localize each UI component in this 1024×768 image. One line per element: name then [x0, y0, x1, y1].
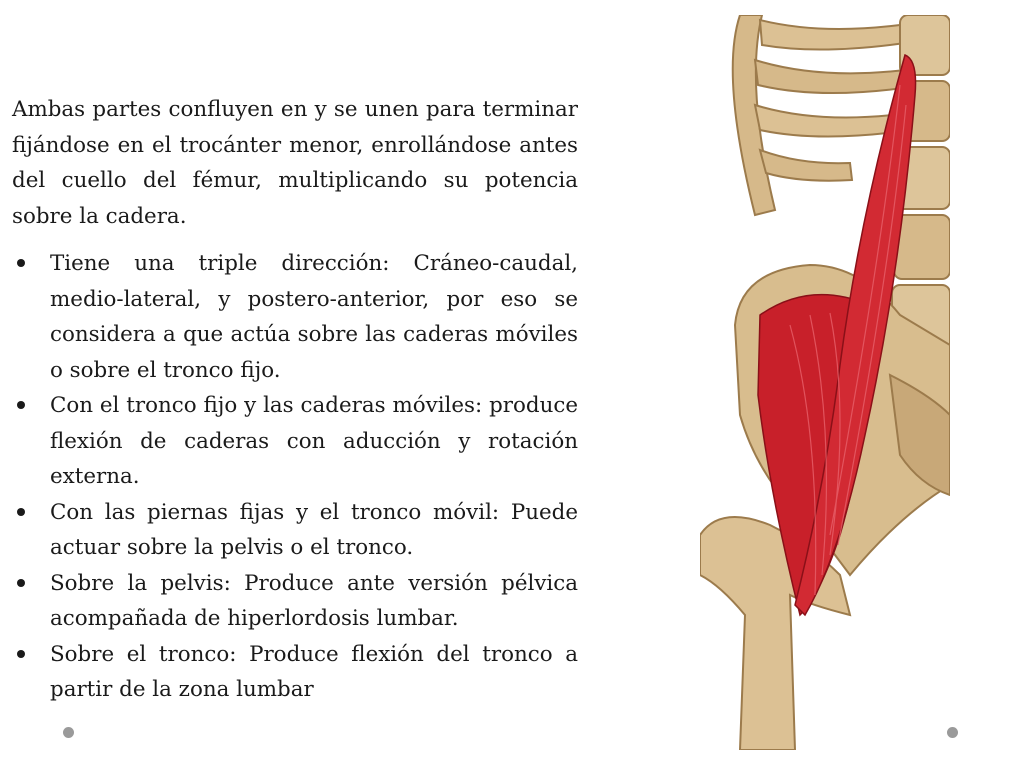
bullet-icon [17, 508, 25, 516]
nav-dot-right[interactable] [947, 727, 958, 738]
list-item [12, 566, 578, 637]
iliopsoas-anatomy-illustration [700, 15, 950, 750]
bullet-list [12, 246, 578, 708]
bullet-text: Tiene una triple dirección: Cráneo-caudal, medio-lateral, y postero-anterior, por eso se considera a que actúa sobre las caderas móviles o sobre el tronco fijo. [50, 251, 578, 383]
nav-dot-left[interactable] [63, 727, 74, 738]
list-item [12, 388, 578, 495]
list-item [12, 246, 578, 388]
bullet-icon [17, 259, 25, 267]
list-item [12, 495, 578, 566]
bullet-text: Sobre el tronco: Produce flexión del tronco a partir de la zona lumbar [50, 641, 578, 702]
bullet-text: Con las piernas fijas y el tronco móvil: Puede actuar sobre la pelvis o el tronco. [50, 499, 578, 560]
bullet-icon [17, 579, 25, 587]
bullet-text: Sobre la pelvis: Produce ante versión pélvica acompañada de hiperlordosis lumbar. [50, 570, 578, 631]
intro-paragraph: Ambas partes confluyen en y se unen para terminar fijándose en el trocánter menor, enrollándose antes del cuello del fémur, multiplicando su potencia sobre la cadera. [12, 97, 578, 229]
bullet-text: Con el tronco fijo y las caderas móviles: produce flexión de caderas con aducción y rotación externa. [50, 393, 578, 489]
bullet-icon [17, 401, 25, 409]
bullet-icon [17, 650, 25, 658]
list-item [12, 637, 578, 708]
text-content [12, 92, 578, 708]
